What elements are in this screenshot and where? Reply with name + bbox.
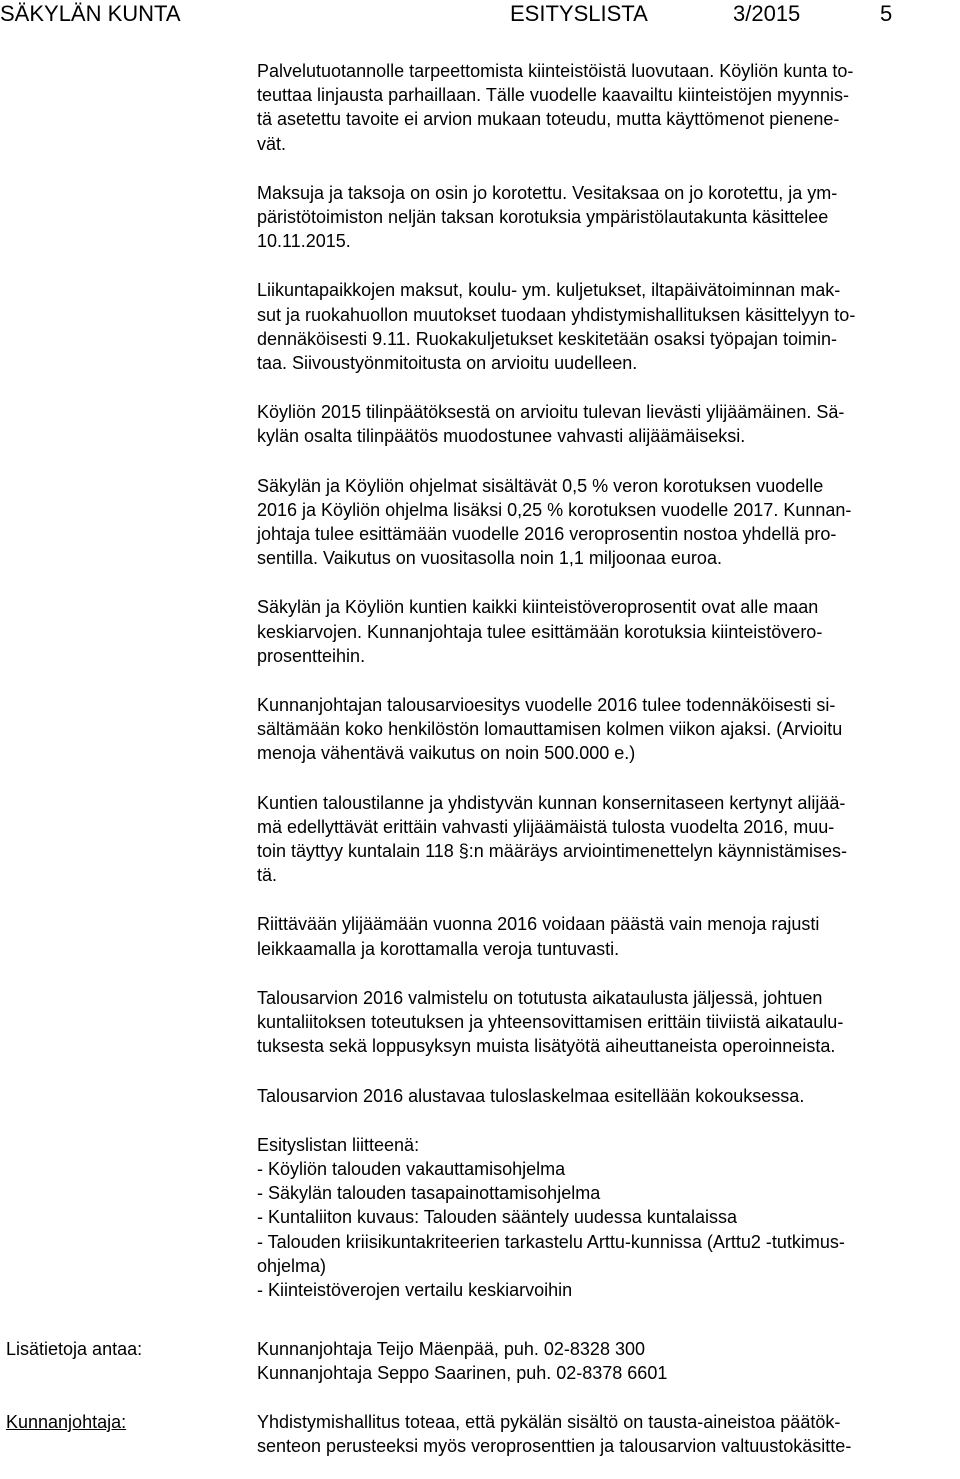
text-line: Säkylän ja Köyliön ohjelmat sisältävät 0,5 % veron korotuksen vuodelle [257,475,824,496]
paragraph-property-sales [257,59,937,156]
text-line: Palvelutuotannolle tarpeettomista kiinteistöistä luovutaan. Köyliön kunta to- [257,61,854,81]
proposal-line: Yhdistymishallitus toteaa, että pykälän sisältö on tausta-aineistoa päätök- [257,1412,841,1432]
text-line: sältämään koko henkilöstön lomauttamisen kolmen viikon ajaksi. (Arvioitu [257,719,843,740]
paragraph-tax-increase [257,474,937,571]
paragraph-surplus [257,912,937,960]
paragraph-layoffs [257,693,937,766]
paragraph-budget-schedule [257,986,937,1059]
proposal-text [257,1410,851,1458]
text-line: tä asetettu tavoite ei arvion mukaan toteudu, mutta käyttömenot pienene- [257,109,840,130]
text-line: tuksesta sekä loppusyksyn muista lisätyötä aiheuttaneista operoinneista. [257,1036,836,1057]
text-line: menoja vähentävä vaikutus on noin 500.000 e.) [257,743,636,764]
text-line: taa. Siivoustyönmitoitusta on arvioitu uudelleen. [257,353,638,374]
text-line: Säkylän ja Köyliön kuntien kaikki kiinteistöveroprosentit ovat alle maan [257,597,819,618]
text-line: dennäköisesti 9.11. Ruokakuljetukset keskitetään osaksi työpajan toimin- [257,328,837,349]
paragraph-income-statement [257,1084,937,1108]
page-header [0,0,960,30]
proposal-label: Kunnanjohtaja: [6,1412,127,1432]
header-organization: SÄKYLÄN KUNTA [0,1,181,26]
text-line: keskiarvojen. Kunnanjohtaja tulee esittämään korotuksia kiinteistövero- [257,621,823,642]
text-line: kuntaliitoksen toteutuksen ja yhteensovittamisen erittäin tiiviistä aikataulu- [257,1012,844,1033]
body-text [257,59,937,1302]
contact-label: Lisätietoja antaa: [6,1339,143,1359]
paragraph-sports-fees [257,278,937,375]
attachments-title: Esityslistan liitteenä: [257,1134,420,1155]
text-line: kylän osalta tilinpäätös muodostunee vahvasti alijäämäiseksi. [257,426,746,447]
attachment-item: - Talouden kriisikuntakriteerien tarkastelu Arttu-kunnissa (Arttu2 -tutkimus- [257,1231,845,1252]
text-line: vät. [257,133,287,154]
text-line: mä edellyttävät erittäin vahvasti ylijäämäistä tulosta vuodelta 2016, muu- [257,816,835,837]
text-line: päristötoimiston neljän taksan korotuksia ympäristölautakunta käsittelee [257,207,829,228]
contact-details [257,1337,667,1385]
header-document-number: 3/2015 [733,1,801,26]
text-line: teuttaa linjausta parhaillaan. Tälle vuodelle kaavailtu kiinteistöjen myynnis- [257,85,850,106]
attachments-list [257,1133,937,1302]
attachment-item: - Kuntaliiton kuvaus: Talouden sääntely uudessa kuntalaissa [257,1207,737,1228]
text-line: Kuntien taloustilanne ja yhdistyvän kunnan konsernitaseen kertynyt alijää- [257,792,846,813]
contact-line: Kunnanjohtaja Teijo Mäenpää, puh. 02-8328 300 [257,1339,645,1359]
text-line: johtaja tulee esittämään vuodelle 2016 veroprosentin nostoa yhdellä pro- [257,524,837,545]
attachment-item-continuation: ohjelma) [257,1255,327,1276]
paragraph-fees [257,181,937,254]
text-line: Riittävään ylijäämään vuonna 2016 voidaan päästä vain menoja rajusti [257,914,820,935]
text-line: Liikuntapaikkojen maksut, koulu- ym. kuljetukset, iltapäivätoiminnan mak- [257,280,841,301]
paragraph-deficit [257,791,937,888]
contact-line: Kunnanjohtaja Seppo Saarinen, puh. 02-8378 6601 [257,1363,668,1384]
text-line: Kunnanjohtajan talousarvioesitys vuodelle 2016 tulee todennäköisesti si- [257,695,836,716]
header-page-number: 5 [880,1,893,26]
text-line: tä. [257,865,278,886]
attachment-item: - Säkylän talouden tasapainottamisohjelma [257,1183,601,1204]
attachment-item: - Kiinteistöverojen vertailu keskiarvoihin [257,1279,573,1300]
text-line: Köyliön 2015 tilinpäätöksestä on arvioitu tulevan lievästi ylijäämäinen. Sä- [257,402,845,423]
proposal-line: senteon perusteeksi myös veroprosenttien ja talousarvion valtuustokäsitte- [257,1436,852,1457]
text-line: sut ja ruokahuollon muutokset tuodaan yhdistymishallituksen käsittelyyn to- [257,304,856,325]
header-document-type: ESITYSLISTA [510,1,648,26]
text-line: sentilla. Vaikutus on vuositasolla noin 1,1 miljoonaa euroa. [257,548,722,569]
text-line: Talousarvion 2016 alustavaa tuloslaskelmaa esitellään kokouksessa. [257,1085,805,1106]
attachment-item: - Köyliön talouden vakauttamisohjelma [257,1158,566,1179]
text-line: leikkaamalla ja korottamalla veroja tuntuvasti. [257,938,620,959]
text-line: Maksuja ja taksoja on osin jo korotettu. Vesitaksaa on jo korotettu, ja ym- [257,182,838,203]
text-line: Talousarvion 2016 valmistelu on totutusta aikataulusta jäljessä, johtuen [257,987,823,1008]
text-line: toin täyttyy kuntalain 118 §:n määräys arviointimenettelyn käynnistämises- [257,841,847,862]
text-line: prosentteihin. [257,645,366,666]
text-line: 2016 ja Köyliön ohjelma lisäksi 0,25 % korotuksen vuodelle 2017. Kunnan- [257,499,852,520]
text-line: 10.11.2015. [257,231,351,252]
paragraph-financial-statement [257,400,937,448]
paragraph-property-tax [257,595,937,668]
